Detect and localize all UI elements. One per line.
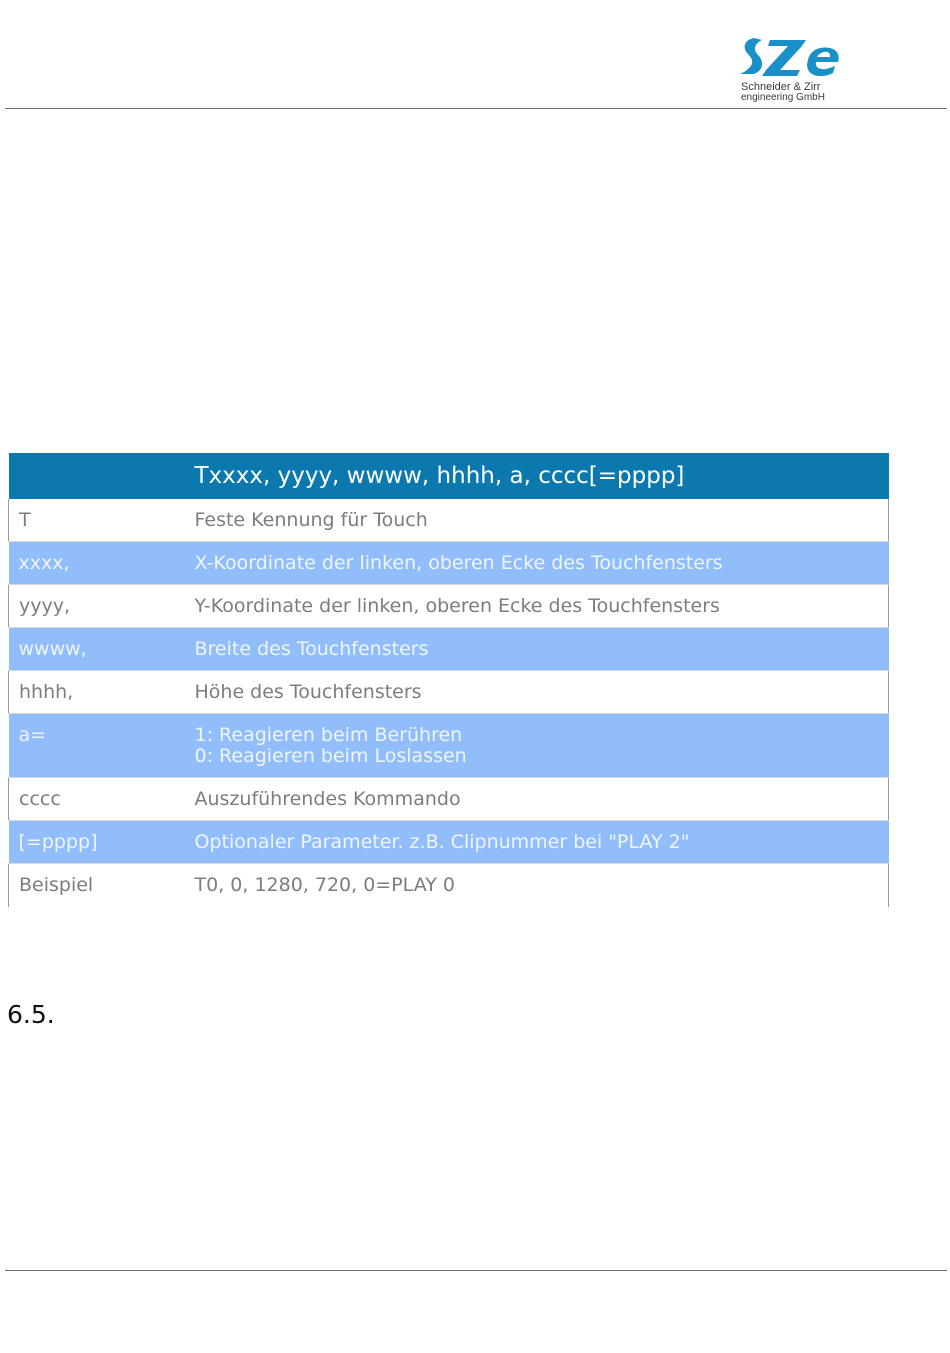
- parameter-cell: yyyy,: [9, 585, 187, 628]
- company-logo: [740, 36, 844, 106]
- table-row: [9, 628, 889, 671]
- description-cell: X-Koordinate der linken, oberen Ecke des Touchfensters: [187, 542, 889, 585]
- table-row: [9, 499, 889, 542]
- description-cell: Feste Kennung für Touch: [187, 499, 889, 542]
- section-number: 6.5.: [7, 1000, 55, 1029]
- company-subtitle: engineering GmbH: [741, 92, 825, 103]
- parameter-cell: xxxx,: [9, 542, 187, 585]
- sze-logo-mark: [740, 36, 844, 80]
- description-cell: Optionaler Parameter. z.B. Clipnummer bei "PLAY 2": [187, 821, 889, 864]
- company-name: Schneider & Zirr: [741, 81, 821, 93]
- parameter-cell: [=pppp]: [9, 821, 187, 864]
- description-cell: 1: Reagieren beim Berühren 0: Reagieren beim Loslassen: [187, 714, 889, 778]
- footer-divider: [5, 1270, 947, 1271]
- table-header-row: [9, 453, 889, 499]
- description-cell: T0, 0, 1280, 720, 0=PLAY 0: [187, 864, 889, 908]
- description-cell: Auszuführendes Kommando: [187, 778, 889, 821]
- description-cell: Y-Koordinate der linken, oberen Ecke des Touchfensters: [187, 585, 889, 628]
- table-row: [9, 864, 889, 908]
- table-row: [9, 542, 889, 585]
- parameter-cell: cccc: [9, 778, 187, 821]
- table-row: [9, 714, 889, 778]
- parameter-cell: wwww,: [9, 628, 187, 671]
- table-row: [9, 778, 889, 821]
- description-cell: Höhe des Touchfensters: [187, 671, 889, 714]
- table-header-cell: [9, 453, 187, 499]
- table-row: [9, 821, 889, 864]
- touch-command-table: [8, 453, 889, 907]
- parameter-cell: a=: [9, 714, 187, 778]
- table-row: [9, 585, 889, 628]
- parameter-cell: T: [9, 499, 187, 542]
- header-divider: [5, 108, 947, 109]
- table-row: [9, 671, 889, 714]
- parameter-cell: Beispiel: [9, 864, 187, 908]
- description-cell: Breite des Touchfensters: [187, 628, 889, 671]
- table-header-cell: Txxxx, yyyy, wwww, hhhh, a, cccc[=pppp]: [187, 453, 889, 499]
- parameter-cell: hhhh,: [9, 671, 187, 714]
